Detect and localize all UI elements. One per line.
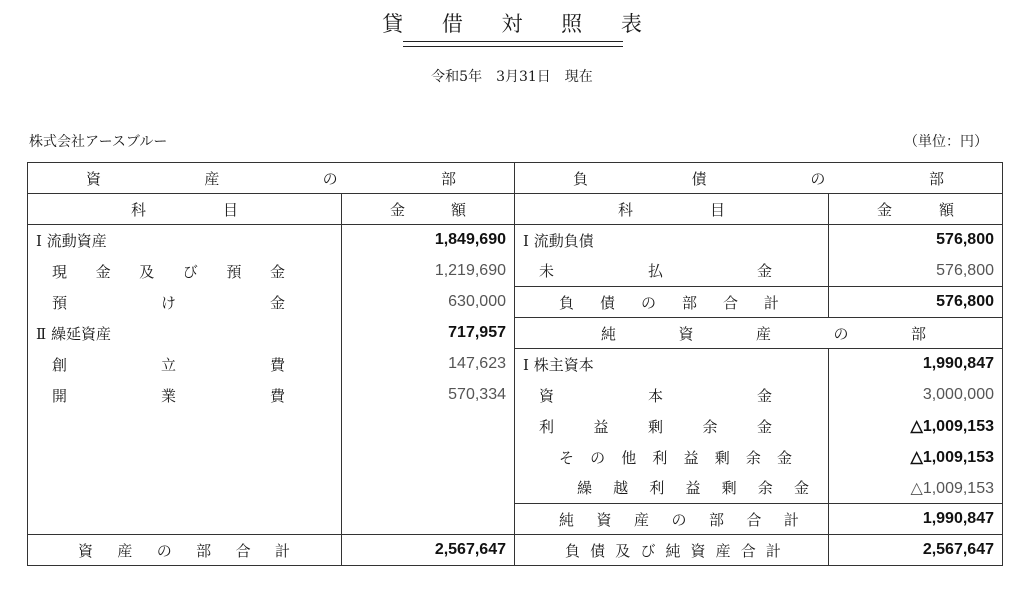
section-header-row	[28, 163, 1003, 194]
label-char: そ	[559, 448, 575, 467]
table-row	[28, 411, 1003, 442]
label-char: 開	[52, 386, 68, 405]
shareholders-equity-amount: 1,990,847	[829, 349, 1003, 380]
liabilities-total-amount: 576,800	[829, 287, 1003, 318]
other-retained-earnings-amount: △1,009,153	[829, 442, 1003, 473]
label-char: 目	[709, 200, 725, 219]
label-char: け	[160, 293, 176, 312]
cash-deposits-label	[28, 256, 342, 287]
label-char: 部	[928, 169, 944, 188]
deposits-paid-amount: 630,000	[342, 287, 515, 318]
grand-total-row	[28, 535, 1003, 566]
organization-cost-label	[28, 349, 342, 380]
label-char: 計	[763, 293, 779, 312]
label-char: 預	[226, 262, 242, 281]
label-char: 越	[613, 479, 629, 498]
label-char: 部	[196, 541, 212, 560]
label-char: 現	[52, 262, 68, 281]
label-char: 預	[52, 293, 68, 312]
label-char: の	[810, 169, 826, 188]
current-liabilities-label: Ⅰ 流動負債	[515, 225, 829, 256]
label-char: 負	[573, 169, 589, 188]
label-char: 金	[793, 479, 809, 498]
current-assets-label: Ⅰ 流動資産	[28, 225, 342, 256]
label-char: 負	[565, 541, 581, 560]
label-char: 繰	[577, 479, 593, 498]
label-char: 創	[52, 355, 68, 374]
label-char: 負	[559, 293, 575, 312]
current-liabilities-amount: 576,800	[829, 225, 1003, 256]
net-assets-total-label	[515, 504, 829, 535]
label-char: 部	[910, 324, 926, 343]
startup-cost-label	[28, 380, 342, 411]
label-char: 余	[702, 417, 718, 436]
liabilities-total-label	[515, 287, 829, 318]
table-row	[28, 380, 1003, 411]
label-char: 計	[274, 541, 290, 560]
capital-stock-label	[515, 380, 829, 411]
label-char: 金	[756, 262, 772, 281]
label-char: 債	[590, 541, 606, 560]
label-char: び	[182, 262, 198, 281]
label-char: 科	[131, 200, 147, 219]
other-retained-earnings-label	[515, 442, 829, 473]
grand-total-label	[515, 535, 829, 566]
label-char: 債	[599, 293, 615, 312]
label-char: 産	[117, 541, 133, 560]
document-title: 貸 借 対 照 表	[382, 12, 658, 36]
label-char: 及	[139, 262, 155, 281]
liabilities-item-header	[515, 194, 829, 225]
label-char: 利	[539, 417, 555, 436]
label-char: 余	[757, 479, 773, 498]
balance-sheet-table	[27, 162, 1003, 566]
label-char: 剰	[647, 417, 663, 436]
label-char: 立	[160, 355, 176, 374]
label-char: 額	[450, 200, 466, 219]
label-char: 債	[691, 169, 707, 188]
deposits-paid-label	[28, 287, 342, 318]
label-char: 及	[615, 541, 631, 560]
label-char: 払	[647, 262, 663, 281]
label-char: 金	[776, 448, 792, 467]
label-char: 金	[756, 386, 772, 405]
label-char: 部	[440, 169, 456, 188]
label-char: の	[640, 293, 656, 312]
label-char: 資	[86, 169, 102, 188]
table-row	[28, 442, 1003, 473]
label-char: 産	[633, 510, 649, 529]
label-char: 資	[690, 541, 706, 560]
label-char: 本	[647, 386, 663, 405]
label-char: 他	[621, 448, 637, 467]
deferred-assets-label: Ⅱ 繰延資産	[28, 318, 342, 349]
carried-forward-amount: △1,009,153	[829, 473, 1003, 504]
label-char: 産	[204, 169, 220, 188]
label-char: 額	[938, 200, 954, 219]
title-double-underline	[403, 41, 623, 47]
label-char: 合	[235, 541, 251, 560]
label-char: 計	[783, 510, 799, 529]
label-char: 金	[390, 200, 406, 219]
label-char: 資	[678, 324, 694, 343]
table-row	[28, 318, 1003, 349]
label-char: 純	[601, 324, 617, 343]
label-char: の	[833, 324, 849, 343]
label-char: 金	[269, 293, 285, 312]
label-char: 部	[708, 510, 724, 529]
label-char: 金	[756, 417, 772, 436]
organization-cost-amount: 147,623	[342, 349, 515, 380]
label-char: 合	[746, 510, 762, 529]
table-row	[28, 225, 1003, 256]
label-char: 費	[269, 355, 285, 374]
retained-earnings-label	[515, 411, 829, 442]
column-header-row	[28, 194, 1003, 225]
assets-item-header	[28, 194, 342, 225]
label-char: 目	[222, 200, 238, 219]
label-char: 合	[740, 541, 756, 560]
label-char: 金	[877, 200, 893, 219]
label-char: 未	[539, 262, 555, 281]
grand-total-amount: 2,567,647	[829, 535, 1003, 566]
capital-stock-amount: 3,000,000	[829, 380, 1003, 411]
label-char: の	[671, 510, 687, 529]
assets-section-header	[28, 163, 515, 194]
label-char: び	[640, 541, 656, 560]
label-char: の	[156, 541, 172, 560]
label-char: 益	[593, 417, 609, 436]
table-row	[28, 256, 1003, 287]
shareholders-equity-label: Ⅰ 株主資本	[515, 349, 829, 380]
label-char: 計	[765, 541, 781, 560]
label-char: 利	[652, 448, 668, 467]
assets-total-amount: 2,567,647	[342, 535, 515, 566]
assets-amount-header	[342, 194, 515, 225]
carried-forward-label	[515, 473, 829, 504]
current-assets-amount: 1,849,690	[342, 225, 515, 256]
label-char: 益	[683, 448, 699, 467]
label-char: 業	[160, 386, 176, 405]
label-char: 金	[95, 262, 111, 281]
label-char: 剰	[714, 448, 730, 467]
label-char: 資	[596, 510, 612, 529]
accounts-payable-amount: 576,800	[829, 256, 1003, 287]
table-row	[28, 504, 1003, 535]
label-char: 科	[618, 200, 634, 219]
table-row	[28, 287, 1003, 318]
label-char: 部	[681, 293, 697, 312]
label-char: 剰	[721, 479, 737, 498]
label-char: 合	[722, 293, 738, 312]
cash-deposits-amount: 1,219,690	[342, 256, 515, 287]
liabilities-amount-header	[829, 194, 1003, 225]
label-char: 益	[685, 479, 701, 498]
table-row	[28, 473, 1003, 504]
net-assets-total-amount: 1,990,847	[829, 504, 1003, 535]
startup-cost-amount: 570,334	[342, 380, 515, 411]
liabilities-section-header	[515, 163, 1003, 194]
label-char: 資	[539, 386, 555, 405]
retained-earnings-amount: △1,009,153	[829, 411, 1003, 442]
label-char: 産	[715, 541, 731, 560]
label-char: 純	[559, 510, 575, 529]
unit-label: （単位：円）	[904, 134, 988, 150]
deferred-assets-amount: 717,957	[342, 318, 515, 349]
net-assets-section-header	[515, 318, 1003, 349]
report-date: 令和5年 3月31日 現在	[431, 69, 593, 85]
assets-total-label	[28, 535, 342, 566]
label-char: 費	[269, 386, 285, 405]
label-char: の	[322, 169, 338, 188]
label-char: 純	[665, 541, 681, 560]
label-char: 資	[78, 541, 94, 560]
label-char: 産	[755, 324, 771, 343]
label-char: 余	[745, 448, 761, 467]
label-char: の	[590, 448, 606, 467]
company-name: 株式会社アースブルー	[29, 134, 168, 150]
label-char: 金	[269, 262, 285, 281]
table-row	[28, 349, 1003, 380]
label-char: 利	[649, 479, 665, 498]
accounts-payable-label	[515, 256, 829, 287]
